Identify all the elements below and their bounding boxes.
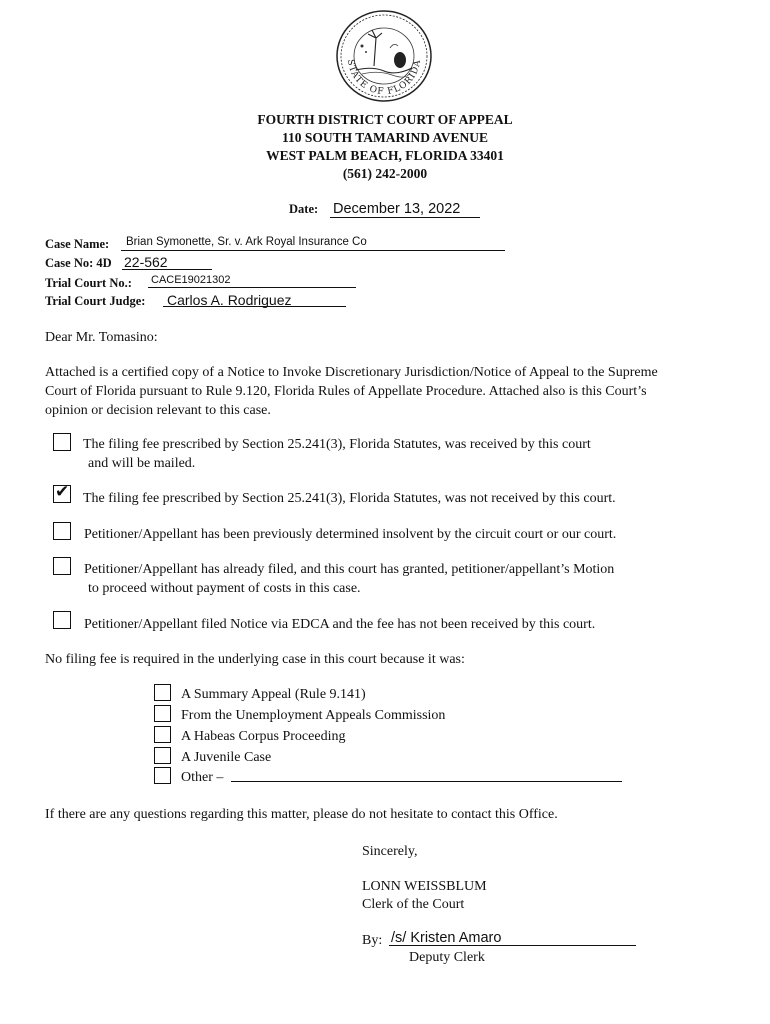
case-no-label: Case No: 4D bbox=[45, 256, 112, 270]
clerk-name: LONN WEISSBLUM bbox=[362, 879, 487, 894]
trial-court-no-underline bbox=[148, 287, 356, 288]
trial-judge-value: Carlos A. Rodriguez bbox=[167, 292, 292, 308]
fee-option-received-line1: The filing fee prescribed by Section 25.241(3), Florida Statutes, was received by this court bbox=[83, 437, 591, 452]
case-name-label: Case Name: bbox=[45, 237, 110, 251]
trial-court-no-label: Trial Court No.: bbox=[45, 276, 132, 290]
deputy-clerk-title: Deputy Clerk bbox=[409, 950, 485, 965]
no-fee-option-habeas: A Habeas Corpus Proceeding bbox=[181, 729, 346, 744]
no-fee-option-unemployment: From the Unemployment Appeals Commission bbox=[181, 708, 446, 723]
fee-option-motion-granted-line1: Petitioner/Appellant has already filed, and this court has granted, petitioner/appellant’s Motion bbox=[84, 562, 615, 577]
no-fee-option-summary-appeal: A Summary Appeal (Rule 9.141) bbox=[181, 687, 366, 702]
fee-checkbox-insolvent[interactable] bbox=[53, 522, 71, 540]
salutation: Dear Mr. Tomasino: bbox=[45, 330, 158, 345]
intro-line-1: Attached is a certified copy of a Notice to Invoke Discretionary Jurisdiction/Notice of Appeal to the Supreme bbox=[45, 365, 658, 380]
fee-option-not-received: The filing fee prescribed by Section 25.241(3), Florida Statutes, was not received by this court. bbox=[83, 491, 616, 506]
trial-judge-label: Trial Court Judge: bbox=[45, 294, 146, 308]
no-fee-checkbox-summary-appeal[interactable] bbox=[154, 684, 171, 701]
fee-checkbox-motion-granted[interactable] bbox=[53, 557, 71, 575]
closing-note: If there are any questions regarding this matter, please do not hesitate to contact this Office. bbox=[45, 807, 558, 822]
court-phone: (561) 242-2000 bbox=[342, 166, 428, 181]
case-no-value: 22-562 bbox=[124, 254, 168, 270]
fee-checkbox-received[interactable] bbox=[53, 433, 71, 451]
court-address-1: 110 SOUTH TAMARIND AVENUE bbox=[282, 130, 488, 145]
florida-seal bbox=[332, 8, 436, 104]
no-fee-intro: No filing fee is required in the underlying case in this court because it was: bbox=[45, 652, 465, 667]
court-name: FOURTH DISTRICT COURT OF APPEAL bbox=[257, 112, 513, 127]
no-fee-checkbox-juvenile[interactable] bbox=[154, 747, 171, 764]
fee-option-motion-granted-line2: to proceed without payment of costs in this case. bbox=[88, 581, 361, 596]
fee-option-insolvent: Petitioner/Appellant has been previously determined insolvent by the circuit court or our court. bbox=[84, 527, 617, 542]
no-fee-option-other: Other – bbox=[181, 770, 224, 785]
fee-checkbox-edca[interactable] bbox=[53, 611, 71, 629]
case-name-underline bbox=[121, 250, 505, 251]
date-label: Date: bbox=[289, 202, 319, 216]
date-value: December 13, 2022 bbox=[333, 201, 461, 217]
svg-text:STATE OF FLORIDA bbox=[345, 59, 423, 97]
no-fee-checkbox-habeas[interactable] bbox=[154, 726, 171, 743]
no-fee-option-juvenile: A Juvenile Case bbox=[181, 750, 272, 765]
court-address-2: WEST PALM BEACH, FLORIDA 33401 bbox=[266, 148, 504, 163]
case-name-value: Brian Symonette, Sr. v. Ark Royal Insurance Co bbox=[126, 236, 367, 248]
other-underline[interactable] bbox=[231, 781, 622, 782]
no-fee-checkbox-other[interactable] bbox=[154, 767, 171, 784]
intro-line-3: opinion or decision relevant to this case. bbox=[45, 403, 271, 418]
fee-checkbox-not-received[interactable] bbox=[53, 482, 71, 503]
checkmark-icon: ✔ bbox=[55, 482, 70, 502]
seal-text: STATE OF FLORIDA bbox=[344, 58, 424, 98]
by-label: By: bbox=[362, 933, 383, 948]
sincerely: Sincerely, bbox=[362, 844, 418, 859]
date-underline bbox=[330, 217, 480, 218]
no-fee-checkbox-unemployment[interactable] bbox=[154, 705, 171, 722]
trial-court-no-value: CACE19021302 bbox=[151, 274, 231, 286]
fee-option-edca: Petitioner/Appellant filed Notice via EDCA and the fee has not been received by this court. bbox=[84, 617, 596, 632]
by-value: /s/ Kristen Amaro bbox=[391, 930, 502, 946]
intro-line-2: Court of Florida pursuant to Rule 9.120, Florida Rules of Appellate Procedure. Attached also is this Court’s bbox=[45, 384, 647, 399]
fee-option-received-line2: and will be mailed. bbox=[88, 456, 196, 471]
clerk-title: Clerk of the Court bbox=[362, 897, 465, 912]
